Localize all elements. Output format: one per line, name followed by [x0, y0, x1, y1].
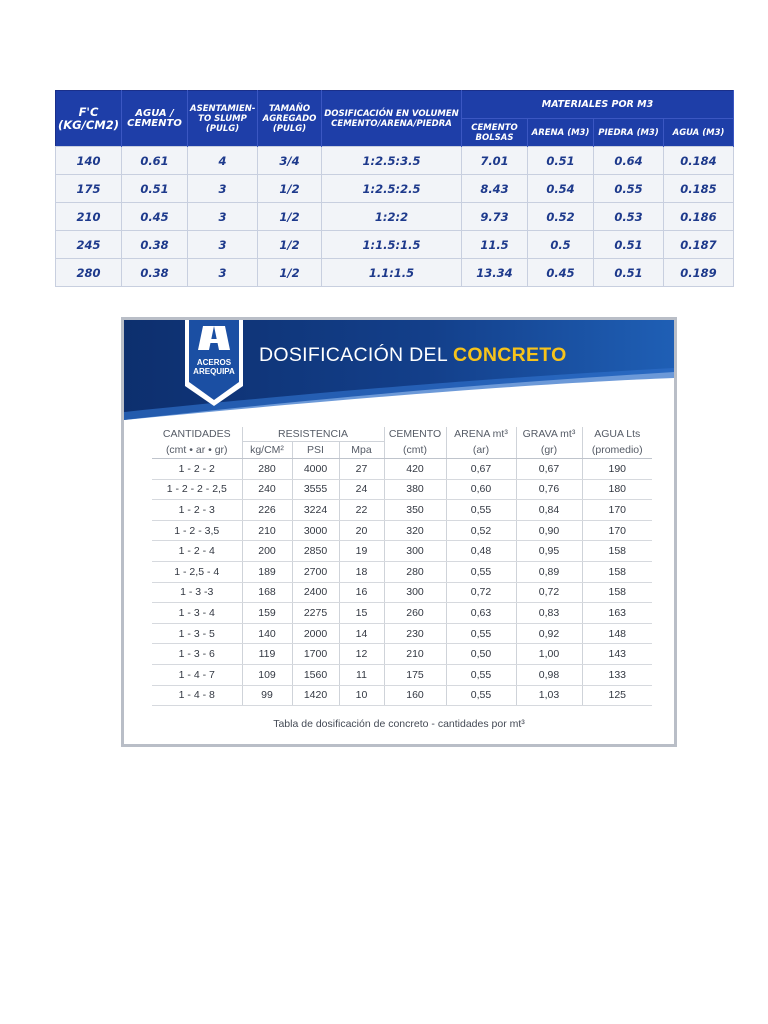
logo-line-2: AREQUIPA	[193, 367, 235, 376]
table-row	[152, 664, 652, 685]
cell-kg: 119	[242, 644, 292, 665]
cell-cantidades: 1 - 2 - 3	[152, 500, 242, 521]
cell-mpa: 24	[339, 479, 384, 500]
cell-cemento: 350	[384, 500, 446, 521]
table-row	[152, 479, 652, 500]
cell-cantidades: 1 - 3 - 4	[152, 603, 242, 624]
title-highlight: CONCRETO	[453, 344, 567, 366]
cell-agua: 158	[582, 561, 652, 582]
cell-agua: 0.184	[664, 147, 734, 175]
title-plain: DOSIFICACIÓN DEL	[259, 344, 453, 366]
cell-kg: 99	[242, 685, 292, 706]
cell-cemento: 300	[384, 582, 446, 603]
header-agua-cemento: AGUA / CEMENTO	[122, 91, 188, 147]
cell-dosificacion: 1.1:1.5	[322, 259, 462, 287]
cell-cemento: 280	[384, 561, 446, 582]
cell-cantidades: 1 - 2 - 3,5	[152, 520, 242, 541]
header-asentamiento: ASENTAMIEN-TO SLUMP (PULG)	[188, 91, 258, 147]
cell-agua: 158	[582, 582, 652, 603]
table-row	[56, 259, 734, 287]
cell-mpa: 11	[339, 664, 384, 685]
cell-arena: 0,63	[446, 603, 516, 624]
cell-psi: 4000	[292, 459, 339, 480]
cell-cemento: 230	[384, 623, 446, 644]
cell-psi: 3000	[292, 520, 339, 541]
header-cantidades-sub: (cmt • ar • gr)	[152, 442, 242, 459]
cell-dosificacion: 1:2:2	[322, 203, 462, 231]
cell-arena: 0,55	[446, 623, 516, 644]
cell-psi: 2000	[292, 623, 339, 644]
cell-psi: 2700	[292, 561, 339, 582]
cell-arena: 0,55	[446, 561, 516, 582]
cell-agua: 133	[582, 664, 652, 685]
cell-slump: 3	[188, 231, 258, 259]
table-caption: Tabla de dosificación de concreto - cantidades por mt³	[273, 718, 525, 730]
cell-slump: 3	[188, 203, 258, 231]
cell-mpa: 16	[339, 582, 384, 603]
cell-cemento: 320	[384, 520, 446, 541]
cell-psi: 1700	[292, 644, 339, 665]
cell-arena: 0,72	[446, 582, 516, 603]
table-row	[56, 175, 734, 203]
header-agua: AGUA (M3)	[664, 119, 734, 147]
header-arena: ARENA (M3)	[528, 119, 594, 147]
cell-cantidades: 1 - 2,5 - 4	[152, 561, 242, 582]
cell-agua-cemento: 0.51	[122, 175, 188, 203]
cell-piedra: 0.51	[594, 259, 664, 287]
table-row	[152, 603, 652, 624]
cell-cemento: 7.01	[462, 147, 528, 175]
cell-fc: 175	[56, 175, 122, 203]
cell-fc: 245	[56, 231, 122, 259]
table-row	[152, 561, 652, 582]
cell-kg: 168	[242, 582, 292, 603]
cell-dosificacion: 1:2.5:2.5	[322, 175, 462, 203]
header-tamano: TAMAÑO AGREGADO (PULG)	[258, 91, 322, 147]
cell-slump: 3	[188, 259, 258, 287]
cell-psi: 3224	[292, 500, 339, 521]
cell-mpa: 15	[339, 603, 384, 624]
header-grava: GRAVA mt³	[516, 427, 582, 442]
header-grava-sub: (gr)	[516, 442, 582, 459]
cell-kg: 210	[242, 520, 292, 541]
cell-agua: 170	[582, 500, 652, 521]
cell-agua: 163	[582, 603, 652, 624]
cell-piedra: 0.64	[594, 147, 664, 175]
header-agua-sub: (promedio)	[582, 442, 652, 459]
cell-arena: 0,55	[446, 685, 516, 706]
header-cemento: CEMENTO	[384, 427, 446, 442]
cell-arena: 0,48	[446, 541, 516, 562]
cell-grava: 0,76	[516, 479, 582, 500]
cell-mpa: 14	[339, 623, 384, 644]
cell-agua: 0.185	[664, 175, 734, 203]
dosificacion-table	[152, 427, 652, 706]
cell-slump: 4	[188, 147, 258, 175]
cell-psi: 2850	[292, 541, 339, 562]
cell-grava: 1,03	[516, 685, 582, 706]
cell-fc: 140	[56, 147, 122, 175]
cell-agua: 190	[582, 459, 652, 480]
cell-arena: 0,60	[446, 479, 516, 500]
table-row	[152, 685, 652, 706]
cell-cemento: 160	[384, 685, 446, 706]
cell-kg: 140	[242, 623, 292, 644]
cell-agua: 148	[582, 623, 652, 644]
header-cantidades: CANTIDADES	[152, 427, 242, 442]
cell-kg: 280	[242, 459, 292, 480]
cell-cantidades: 1 - 3 - 5	[152, 623, 242, 644]
header-cemento-sub: (cmt)	[384, 442, 446, 459]
cell-kg: 226	[242, 500, 292, 521]
cell-kg: 109	[242, 664, 292, 685]
cell-cemento: 9.73	[462, 203, 528, 231]
cell-fc: 210	[56, 203, 122, 231]
cell-agua: 180	[582, 479, 652, 500]
cell-mpa: 22	[339, 500, 384, 521]
cell-cemento: 11.5	[462, 231, 528, 259]
cell-agua: 170	[582, 520, 652, 541]
cell-agua-cemento: 0.61	[122, 147, 188, 175]
cell-agua: 158	[582, 541, 652, 562]
cell-psi: 3555	[292, 479, 339, 500]
header-cemento: CEMENTO BOLSAS	[462, 119, 528, 147]
cell-fc: 280	[56, 259, 122, 287]
cell-grava: 1,00	[516, 644, 582, 665]
header-arena-sub: (ar)	[446, 442, 516, 459]
cell-kg: 189	[242, 561, 292, 582]
cell-cemento: 210	[384, 644, 446, 665]
cell-cemento: 300	[384, 541, 446, 562]
cell-agua: 0.186	[664, 203, 734, 231]
concrete-mix-table	[55, 90, 734, 287]
cell-arena: 0.54	[528, 175, 594, 203]
cell-arena: 0,67	[446, 459, 516, 480]
dosificacion-card	[121, 317, 677, 747]
cell-arena: 0,52	[446, 520, 516, 541]
cell-arena: 0,55	[446, 500, 516, 521]
cell-grava: 0,92	[516, 623, 582, 644]
cell-grava: 0,67	[516, 459, 582, 480]
cell-kg: 240	[242, 479, 292, 500]
cell-psi: 2400	[292, 582, 339, 603]
cell-agua-cemento: 0.38	[122, 259, 188, 287]
cell-mpa: 10	[339, 685, 384, 706]
cell-kg: 200	[242, 541, 292, 562]
cell-mpa: 27	[339, 459, 384, 480]
table-row	[56, 231, 734, 259]
cell-cantidades: 1 - 2 - 4	[152, 541, 242, 562]
header-arena: ARENA mt³	[446, 427, 516, 442]
header-agua: AGUA Lts	[594, 428, 641, 441]
cell-tamano: 1/2	[258, 259, 322, 287]
cell-agua: 143	[582, 644, 652, 665]
cell-cantidades: 1 - 4 - 7	[152, 664, 242, 685]
cell-arena: 0,50	[446, 644, 516, 665]
cell-mpa: 12	[339, 644, 384, 665]
cell-tamano: 1/2	[258, 231, 322, 259]
table-row	[152, 541, 652, 562]
cell-arena: 0.5	[528, 231, 594, 259]
cell-cemento: 8.43	[462, 175, 528, 203]
cell-slump: 3	[188, 175, 258, 203]
cell-grava: 0,98	[516, 664, 582, 685]
cell-cemento: 420	[384, 459, 446, 480]
cell-grava: 0,84	[516, 500, 582, 521]
header-piedra: PIEDRA (M3)	[594, 119, 664, 147]
table-row	[152, 644, 652, 665]
page-title	[259, 344, 567, 367]
cell-grava: 0,89	[516, 561, 582, 582]
table-row	[56, 147, 734, 175]
header-fc: F'C (KG/CM2)	[56, 91, 122, 147]
cell-psi: 1560	[292, 664, 339, 685]
logo-line-1: ACEROS	[196, 358, 232, 367]
cell-cantidades: 1 - 4 - 8	[152, 685, 242, 706]
cell-agua: 0.187	[664, 231, 734, 259]
cell-arena: 0.45	[528, 259, 594, 287]
cell-cemento: 175	[384, 664, 446, 685]
cell-mpa: 18	[339, 561, 384, 582]
cell-tamano: 3/4	[258, 147, 322, 175]
cell-piedra: 0.55	[594, 175, 664, 203]
logo-text	[181, 358, 247, 376]
header-psi: PSI	[292, 442, 339, 459]
cell-arena: 0.52	[528, 203, 594, 231]
table-row	[152, 500, 652, 521]
cell-mpa: 19	[339, 541, 384, 562]
cell-cantidades: 1 - 2 - 2	[152, 459, 242, 480]
cell-arena: 0.51	[528, 147, 594, 175]
table-row	[152, 520, 652, 541]
cell-tamano: 1/2	[258, 203, 322, 231]
cell-piedra: 0.53	[594, 203, 664, 231]
cell-agua: 0.189	[664, 259, 734, 287]
cell-agua-cemento: 0.45	[122, 203, 188, 231]
cell-psi: 2275	[292, 603, 339, 624]
cell-agua-cemento: 0.38	[122, 231, 188, 259]
cell-arena: 0,55	[446, 664, 516, 685]
cell-grava: 0,72	[516, 582, 582, 603]
cell-cemento: 380	[384, 479, 446, 500]
cell-tamano: 1/2	[258, 175, 322, 203]
cell-cantidades: 1 - 2 - 2 - 2,5	[152, 479, 242, 500]
cell-dosificacion: 1:1.5:1.5	[322, 231, 462, 259]
table-row	[152, 582, 652, 603]
cell-grava: 0,90	[516, 520, 582, 541]
cell-agua: 125	[582, 685, 652, 706]
table-row	[152, 459, 652, 480]
cell-cantidades: 1 - 3 - 6	[152, 644, 242, 665]
header-materiales: MATERIALES POR M3	[462, 91, 734, 119]
header-resistencia: RESISTENCIA	[242, 427, 384, 442]
table-row	[152, 623, 652, 644]
header-kg: kg/CM²	[242, 442, 292, 459]
cell-grava: 0,95	[516, 541, 582, 562]
cell-kg: 159	[242, 603, 292, 624]
cell-cantidades: 1 - 3 -3	[152, 582, 242, 603]
cell-psi: 1420	[292, 685, 339, 706]
cell-grava: 0,83	[516, 603, 582, 624]
header-mpa: Mpa	[339, 442, 384, 459]
table-row	[56, 203, 734, 231]
header-dosificacion: DOSIFICACIÓN EN VOLUMEN CEMENTO/ARENA/PIEDRA	[322, 91, 462, 147]
cell-cemento: 260	[384, 603, 446, 624]
cell-dosificacion: 1:2.5:3.5	[322, 147, 462, 175]
cell-piedra: 0.51	[594, 231, 664, 259]
cell-mpa: 20	[339, 520, 384, 541]
cell-cemento: 13.34	[462, 259, 528, 287]
